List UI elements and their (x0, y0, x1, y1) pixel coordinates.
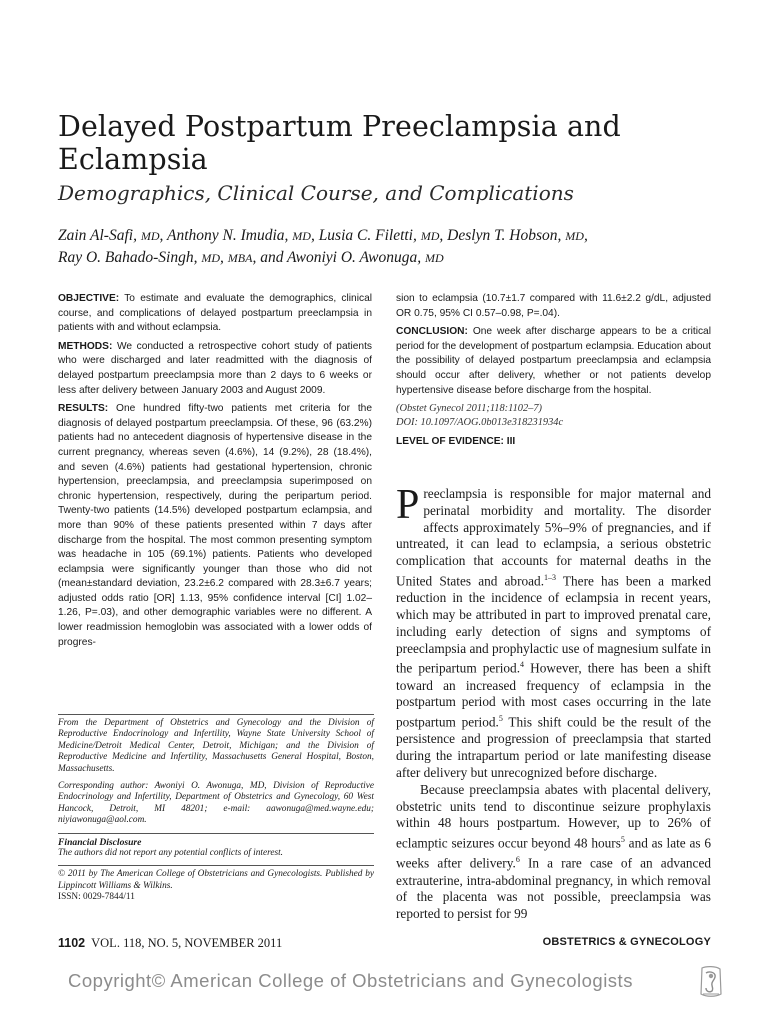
financial-disclosure-heading: Financial Disclosure (58, 833, 374, 848)
abstract-label: OBJECTIVE: (58, 293, 120, 304)
reference-superscript: 6 (515, 855, 520, 865)
affiliation-note: From the Department of Obstetrics and Gynecology and the Division of Reproductive Endocrinology and Infertility, Wayne State University School of Medicine/Detroit Medical Center, Detroit, Michigan; and the Division of Reproductive Medicine and Infertility, Massachusetts General Hospital, Boston, Massachusetts. (58, 718, 374, 774)
author-name: Awoniyi O. Awonuga, (287, 249, 422, 266)
author-list: Zain Al-Safi, MD, Anthony N. Imudia, MD, Lusia C. Filetti, MD, Deslyn T. Hobson, MD, Ray O. Bahado-Singh, MD, MBA, and Awoniyi O. Awonuga, MD (58, 227, 588, 266)
abstract-label: RESULTS: (58, 403, 109, 415)
journal-name: OBSTETRICS & GYNECOLOGY (542, 936, 711, 948)
volume-info: VOL. 118, NO. 5, NOVEMBER 2011 (91, 936, 283, 950)
footnotes (58, 714, 374, 904)
author-degree: MD (292, 229, 311, 243)
abstract-conclusion: CONCLUSION: One week after discharge appears to be a critical period for the development of postpartum eclampsia. Education about the possibility of delayed postpartum preeclampsia and eclampsia should occur after delivery, whether or not patients develop hypertensive disease before discharge from the hospital. (396, 326, 711, 396)
article-subtitle: Demographics, Clinical Course, and Complications (58, 181, 574, 205)
author-degree: MD (565, 229, 584, 243)
copyright-watermark: Copyright© American College of Obstetricians and Gynecologists (68, 970, 633, 991)
reference-superscript: 5 (498, 714, 503, 724)
abstract-label: METHODS: (58, 340, 113, 352)
author-name: Zain Al-Safi, (58, 227, 137, 244)
reference-superscript: 4 (520, 660, 525, 670)
page-footer (58, 936, 711, 956)
issn-note: ISSN: 0029-7844/11 (58, 892, 135, 903)
corresponding-author-note: Corresponding author: Awoniyi O. Awonuga, MD, Division of Reproductive Endocrinology and Infertility, Department of Obstetrics and Gynecology, 60 West Hancock, Detroit, MI 48201; e-mail: aawonuga@med.wayne.edu; niyiawonuga@aol.com. (58, 781, 374, 826)
body-paragraph: Because preeclampsia abates with placental delivery, obstetric units tend to discontinue seizure prophylaxis within 48 hours postpartum. However, up to 26% of eclamptic seizures occur beyond 48 hours$^5$ and as late as 6 weeks after delivery.$^6$ In a rare case of an advanced extrauterine, intra-abdominal pregnancy, in which removal of the placenta was not possible, preeclampsia was reported to persist for 99 (396, 781, 711, 922)
abstract-column-right (396, 292, 711, 447)
author-degree: MD (140, 229, 160, 243)
body-text (396, 482, 712, 923)
copyright-note: © 2011 by The American College of Obstetricians and Gynecologists. Published by Lippincott Williams & Wilkins. (58, 865, 374, 892)
author-name: Deslyn T. Hobson, (447, 227, 562, 244)
abstract-objective: OBJECTIVE: To estimate and evaluate the demographics, clinical course, and complications of delayed postpartum preeclampsia in patients with and without eclampsia. (58, 293, 372, 334)
citation: (Obstet Gynecol 2011;118:1102–7) (396, 403, 543, 415)
drop-cap: P (396, 482, 420, 528)
footer-left (58, 936, 282, 951)
abstract-label: CONCLUSION: (396, 326, 468, 338)
reference-superscript: 5 (620, 835, 625, 845)
abstract-methods: METHODS: We conducted a retrospective cohort study of patients who were discharged and later readmitted with the diagnosis of delayed postpartum preeclampsia more than 2 days to 6 weeks or less after delivery between January 2003 and August 2009. (58, 340, 372, 396)
acog-seal-icon (696, 964, 726, 1000)
abstract-results-continued: sion to eclampsia (10.7±1.7 compared with 11.6±2.2 g/dL, adjusted OR 0.75, 95% CI 0.57–0.98, P=.04). (396, 293, 711, 319)
author-degree: MD (424, 251, 444, 265)
financial-disclosure-text: The authors did not report any potential conflicts of interest. (58, 848, 284, 859)
reference-superscript: 1–3 (544, 572, 557, 582)
level-of-evidence: LEVEL OF EVIDENCE: III (396, 436, 516, 448)
author-name: Anthony N. Imudia, (166, 227, 289, 244)
abstract-column-left (58, 292, 372, 654)
author-degree: MD (420, 229, 440, 243)
author-name: Lusia C. Filetti, (318, 227, 417, 244)
author-degree: MBA (227, 251, 253, 265)
page-number: 1102 (58, 936, 86, 950)
author-degree: MD (201, 251, 221, 265)
abstract-results: RESULTS: One hundred fifty-two patients met criteria for the diagnosis of delayed postpartum preeclampsia. Of these, 96 (63.2%) patients had no antecedent diagnosis of hypertensive disease in the current pregnancy, whereas seven (4.6%), 14 (9.2%), 28 (18.4%), and seven (4.6%) patients had gestational hypertension, chronic hypertension, preeclampsia, and preeclampsia superimposed on chronic hypertension, respectively, during the peripartum period. Twenty-two patients (14.5%) developed postpartum eclampsia, and more than 90% of these patients presented within 7 days after discharge from the hospital. The most common presenting symptom was headache in 105 (69.1%) patients. Patients who developed eclampsia were significantly younger than those who did not (mean±standard deviation, 23.2±6.2 compared with 28.3±6.7 years; adjusted odds ratio [OR] 1.13, 95% confidence interval [CI] 1.02–1.26, P=.03), and other demographic variables were no different. A lower readmission hemoglobin was associated with a lower odds of progres- (58, 403, 372, 648)
body-paragraph: Preeclampsia is responsible for major maternal and perinatal morbidity and mortality. The disorder affects approximately 5%–9% of pregnancies, and if untreated, it can lead to eclampsia, a serious obstetric complication that accounts for maternal deaths in the United States and abroad.$^{1-3}$ There has been a marked reduction in the incidence of eclampsia in recent years, which may be attributed in part to improved prenatal care, including early detection of signs and symptoms of preeclampsia and prophylactic use of magnesium sulfate in the peripartum period.$^4$ However, there has been a shift toward an increased frequency of eclampsia in the postpartum period with most cases occurring in the late postpartum period.$^5$ This shift could be the result of the persistence and progression of preeclampsia that started during the intrapartum period or late manifesting disease after delivery but unrecognized before discharge. (396, 482, 712, 781)
doi: DOI: 10.1097/AOG.0b013e318231934c (396, 417, 564, 429)
article-title: Delayed Postpartum Preeclampsia and Eclampsia (58, 110, 621, 176)
author-name: Ray O. Bahado-Singh, (58, 249, 198, 266)
